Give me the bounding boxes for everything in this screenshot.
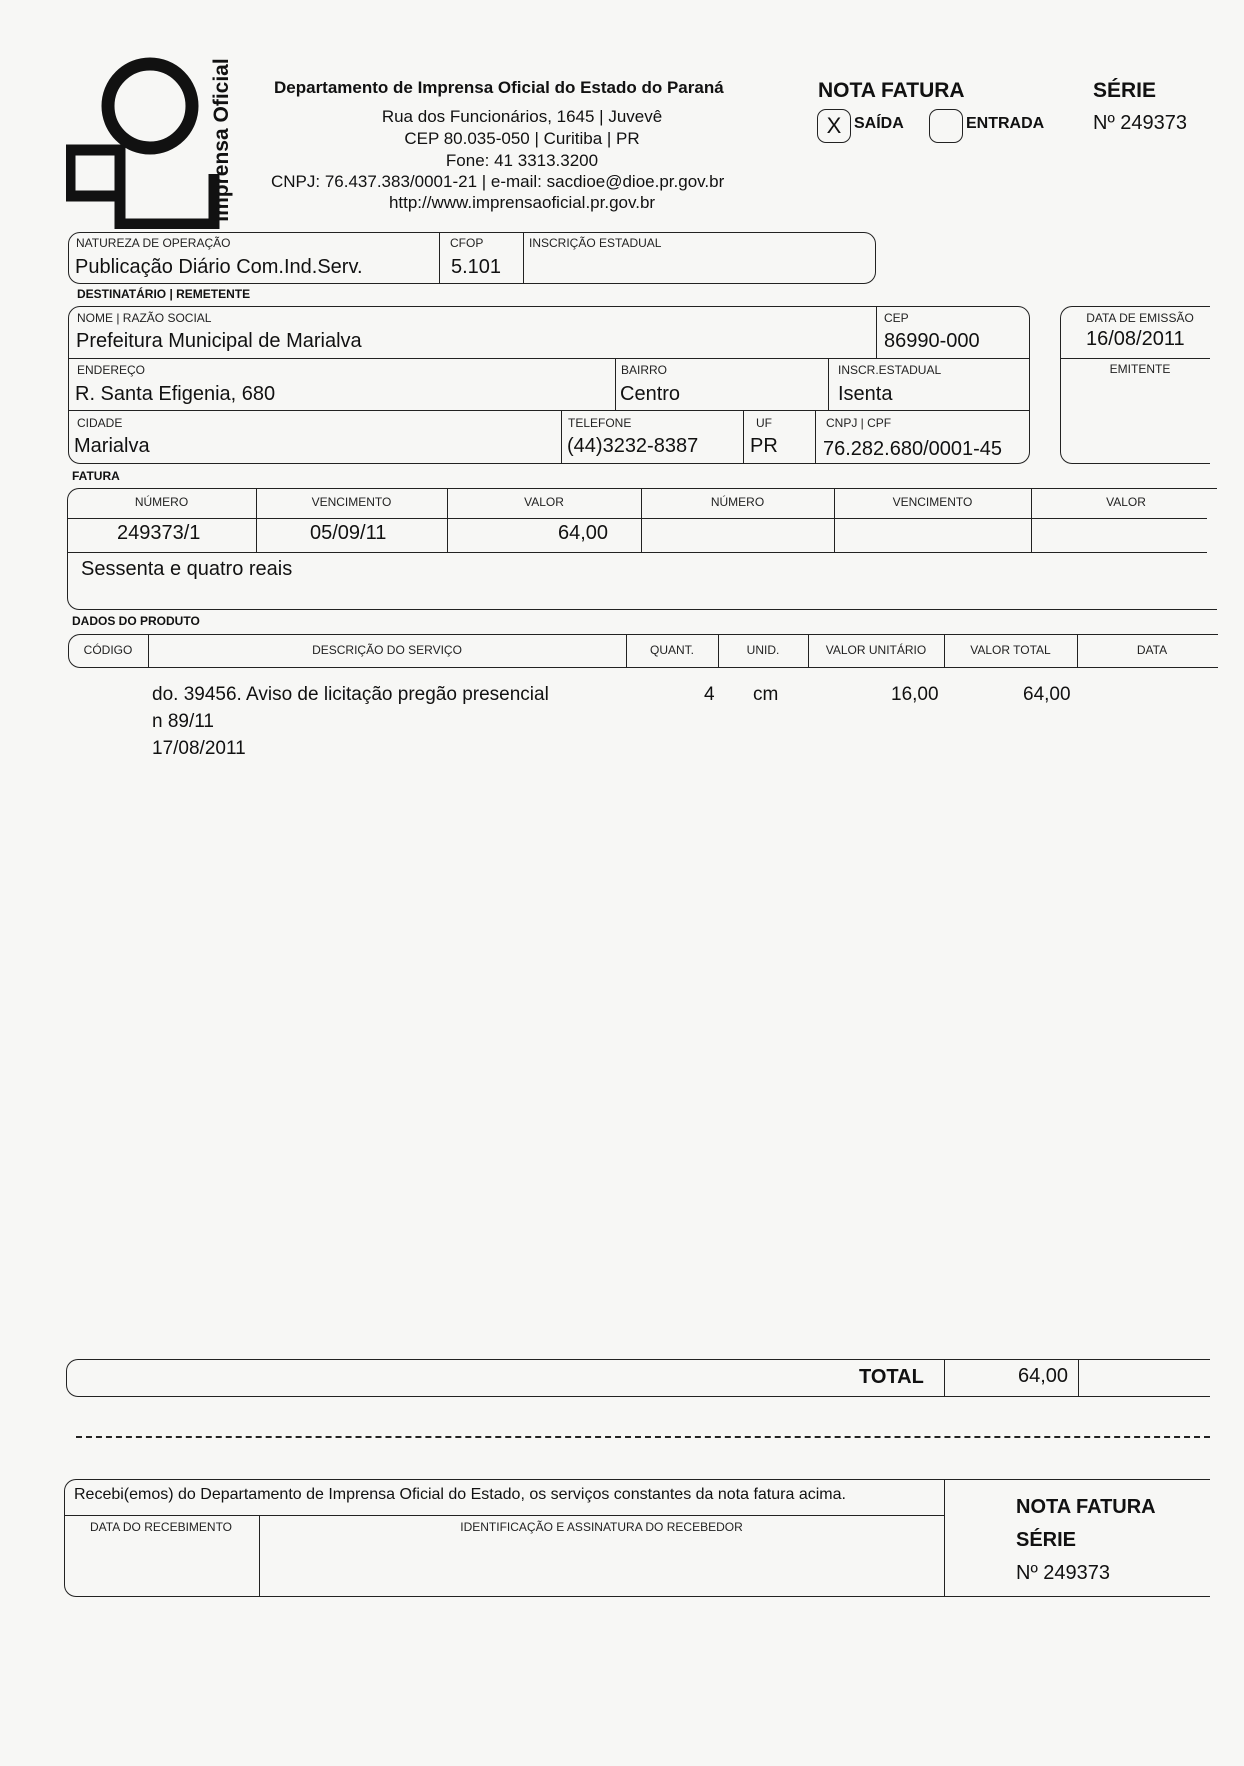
- produto-header-unid: UNID.: [746, 643, 780, 657]
- receipt-nota-fatura-title: NOTA FATURA: [1016, 1496, 1156, 1518]
- logo-vertical-text: Imprensa Oficial: [210, 58, 233, 222]
- telefone-value: (44)3232-8387: [567, 435, 699, 457]
- endereco-label: ENDEREÇO: [77, 363, 146, 377]
- saida-label: SAÍDA: [854, 115, 904, 132]
- org-name: Departamento de Imprensa Oficial do Estado do Paraná: [274, 78, 724, 97]
- cnpj-value: 76.282.680/0001-45: [823, 438, 1003, 460]
- item-unit: cm: [753, 684, 779, 705]
- receipt-signature-label: IDENTIFICAÇÃO E ASSINATURA DO RECEBEDOR: [460, 1520, 743, 1534]
- fatura-header-vencimento-2: VENCIMENTO: [892, 495, 973, 509]
- fatura-valor-extenso: Sessenta e quatro reais: [81, 558, 293, 580]
- serie-label: SÉRIE: [1093, 79, 1157, 102]
- fatura-vencimento-value: 05/09/11: [310, 522, 387, 544]
- fatura-numero-value: 249373/1: [117, 522, 201, 544]
- fatura-header-numero-1: NÚMERO: [134, 495, 189, 509]
- produto-header-valor-total: VALOR TOTAL: [970, 643, 1051, 657]
- produto-header-descricao: DESCRIÇÃO DO SERVIÇO: [312, 643, 462, 657]
- nome-value: Prefeitura Municipal de Marialva: [76, 330, 362, 352]
- endereco-value: R. Santa Efigenia, 680: [75, 383, 276, 405]
- nota-fatura-title: NOTA FATURA: [818, 79, 965, 102]
- receipt-statement: Recebi(emos) do Departamento de Imprensa Oficial do Estado, os serviços constantes da nota fatura acima.: [74, 1486, 846, 1503]
- fatura-section-label: FATURA: [72, 469, 120, 483]
- fatura-header-valor-1: VALOR: [524, 495, 564, 509]
- entrada-label: ENTRADA: [966, 115, 1045, 132]
- item-description-line-1: do. 39456. Aviso de licitação pregão presencial: [152, 684, 549, 705]
- item-description-line-2: n 89/11: [152, 711, 214, 732]
- fatura-header-numero-2: NÚMERO: [710, 495, 765, 509]
- cidade-value: Marialva: [74, 435, 150, 457]
- emitente-label: EMITENTE: [1109, 362, 1171, 376]
- produto-header-valor-unitario: VALOR UNITÁRIO: [825, 643, 927, 657]
- invoice-page: Imprensa Oficial Departamento de Imprensa Oficial do Estado do Paraná Rua dos Funcionários, 1645 | Juvevê CEP 80.035-050 | Curitiba | PR Fone: 41 3313.3200 CNPJ: 76.437.383/0001-21 | e-mail: sacdioe@dioe.pr.gov.br http://www.imprensaoficial.pr.gov.br NOTA FATURA X SAÍDA ENTRADA SÉRIE Nº 249373 NATUREZA DE OPERAÇÃO Publicação Diário Com.Ind.Serv. CFOP 5.101 INSCRIÇÃO ESTADUAL DESTINATÁRIO | REMETENTE NOME | RAZÃO SOCIAL Prefeitura Municipal de Marialva CEP 86990-000 ENDEREÇO R. Santa Efigenia, 680 BAIRRO Centro INSCR.ESTADUAL Isenta CIDADE Marialva TELEFONE (44)3232-8387 UF PR CNPJ | CPF 76.282.680/0001-45 DATA DE EMISSÃO 16/08/2011 EMITENTE FATURA NÚMERO VENCIMENTO VALOR NÚMERO VENCIMENTO VALOR 249373/1 05/09/11 64,00 Sessenta e quatro reais DADOS DO PRODUTO CÓDIGO DESCRIÇÃO DO SERVIÇO QUANT. UNID. VALOR UNITÁRIO VALOR TOTAL DATA do. 39456. Aviso de licitação pregão presencial n 89/11 17/08/2011 4 cm 16,00 64,00 TOTAL 64,00 Recebi(emos) do Departamento de Imprensa Oficial do Estado, os serviços constantes da nota fatura acima. DATA DO RECEBIMENTO IDENTIFICAÇÃO E ASSINATURA DO RECEBEDOR NOTA FATURA SÉRIE Nº 249373: [0, 0, 1244, 1766]
- fatura-header-vencimento-1: VENCIMENTO: [311, 495, 392, 509]
- item-unit-value: 16,00: [891, 684, 939, 705]
- cep-label: CEP: [884, 311, 909, 325]
- bairro-value: Centro: [620, 383, 681, 405]
- natureza-value: Publicação Diário Com.Ind.Serv.: [75, 256, 363, 278]
- produto-section-label: DADOS DO PRODUTO: [72, 614, 200, 628]
- total-value: 64,00: [1018, 1365, 1069, 1387]
- org-cnpj-email: CNPJ: 76.437.383/0001-21 | e-mail: sacdioe@dioe.pr.gov.br: [271, 172, 725, 191]
- fatura-valor-value: 64,00: [558, 522, 609, 544]
- uf-value: PR: [750, 435, 778, 457]
- produto-header-codigo: CÓDIGO: [83, 643, 133, 657]
- receipt-document-number: Nº 249373: [1016, 1562, 1111, 1584]
- recipient-section-label: DESTINATÁRIO | REMETENTE: [77, 287, 251, 301]
- saida-checkbox: X: [817, 109, 851, 143]
- item-quantity: 4: [704, 684, 715, 705]
- cep-value: 86990-000: [884, 330, 980, 352]
- inscr-estadual-label: INSCR.ESTADUAL: [838, 363, 942, 377]
- inscricao-estadual-label: INSCRIÇÃO ESTADUAL: [529, 236, 662, 250]
- cfop-value: 5.101: [451, 256, 502, 278]
- cnpj-label: CNPJ | CPF: [826, 416, 892, 430]
- bairro-label: BAIRRO: [621, 363, 668, 377]
- telefone-label: TELEFONE: [568, 416, 632, 430]
- cfop-label: CFOP: [450, 236, 484, 250]
- imprensa-oficial-logo-icon: [66, 54, 226, 229]
- entrada-checkbox: [929, 109, 963, 143]
- tear-off-line: [76, 1436, 1210, 1438]
- produto-header-quant: QUANT.: [649, 643, 694, 657]
- fatura-header-valor-2: VALOR: [1106, 495, 1146, 509]
- uf-label: UF: [756, 416, 772, 430]
- receipt-date-label: DATA DO RECEBIMENTO: [90, 1520, 233, 1534]
- nome-label: NOME | RAZÃO SOCIAL: [77, 311, 212, 325]
- inscr-estadual-value: Isenta: [838, 383, 893, 405]
- emission-date-value: 16/08/2011: [1086, 328, 1185, 350]
- emission-date-label: DATA DE EMISSÃO: [1086, 311, 1194, 325]
- item-description-line-3: 17/08/2011: [152, 738, 246, 759]
- item-total-value: 64,00: [1023, 684, 1071, 705]
- total-label: TOTAL: [859, 1366, 924, 1388]
- logo: [66, 54, 226, 229]
- cidade-label: CIDADE: [77, 416, 123, 430]
- document-number: Nº 249373: [1093, 112, 1188, 134]
- receipt-serie-label: SÉRIE: [1016, 1529, 1077, 1551]
- produto-header-data: DATA: [1136, 643, 1168, 657]
- natureza-label: NATUREZA DE OPERAÇÃO: [76, 236, 231, 250]
